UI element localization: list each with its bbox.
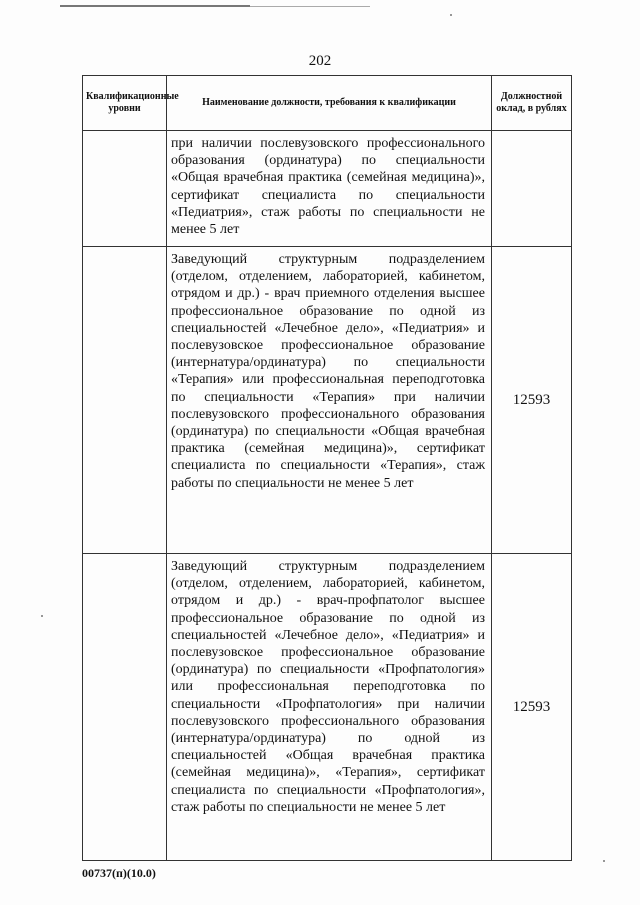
level-cell bbox=[83, 554, 167, 861]
table-row bbox=[83, 247, 572, 554]
table-row bbox=[83, 554, 572, 861]
requirements-cell: Заведующий структурным подразделением (отделом, отделением, лабораторией, кабинетом, отрядом и др.) - врач приемного отделения высшее профессиональное образование по одной из специальностей «Лечебное дело», «Педиатрия» и послевузовское профессиональное образование (интернатура/ординатура) по специальности «Терапия» или профессиональная переподготовка по специальности «Терапия» при наличии послевузовского профессионального образования (ординатура) по специальности «Общая врачебная практика (семейная медицина)», сертификат специалиста по специальности «Терапия», стаж работы по специальности не менее 5 лет bbox=[167, 247, 492, 554]
scan-artifact bbox=[250, 2, 370, 7]
requirements-cell: при наличии послевузовского профессионального образования (ординатура) по специальности «Общая врачебная практика (семейная медицина)», сертификат специалиста по специальности «Педиатрия», стаж работы по специальности не менее 5 лет bbox=[167, 131, 492, 247]
scan-artifact bbox=[60, 0, 250, 7]
level-cell bbox=[83, 247, 167, 554]
salary-cell bbox=[492, 131, 572, 247]
salary-cell: 12593 bbox=[492, 554, 572, 861]
table-row bbox=[83, 131, 572, 247]
salary-cell: 12593 bbox=[492, 247, 572, 554]
header-position: Наименование должности, требования к квалификации bbox=[167, 76, 492, 131]
table-header-row bbox=[83, 76, 572, 131]
requirements-cell: Заведующий структурным подразделением (отделом, отделением, лабораторией, кабинетом, отрядом и др.) - врач-профпатолог высшее профессиональное образование по одной из специальностей «Лечебное дело», «Педиатрия» и послевузовское профессиональное образование (ординатура) по специальности «Профпатология» или профессиональная переподготовка по специальности «Профпатология» при наличии послевузовского профессионального образования (интернатура/ординатура) по одной из специальностей «Общая врачебная практика (семейная медицина)», «Терапия», сертификат специалиста по специальности «Профпатология», стаж работы по специальности не менее 5 лет bbox=[167, 554, 492, 861]
scan-speck bbox=[450, 14, 452, 16]
header-levels: Квалификационные уровни bbox=[83, 76, 167, 131]
scan-speck bbox=[603, 860, 605, 862]
document-code: 00737(п)(10.0) bbox=[82, 866, 156, 880]
header-salary: Должностной оклад, в рублях bbox=[492, 76, 572, 131]
scan-speck bbox=[41, 615, 43, 617]
page-number: 202 bbox=[308, 53, 332, 69]
level-cell bbox=[83, 131, 167, 247]
qualification-table bbox=[82, 75, 572, 861]
